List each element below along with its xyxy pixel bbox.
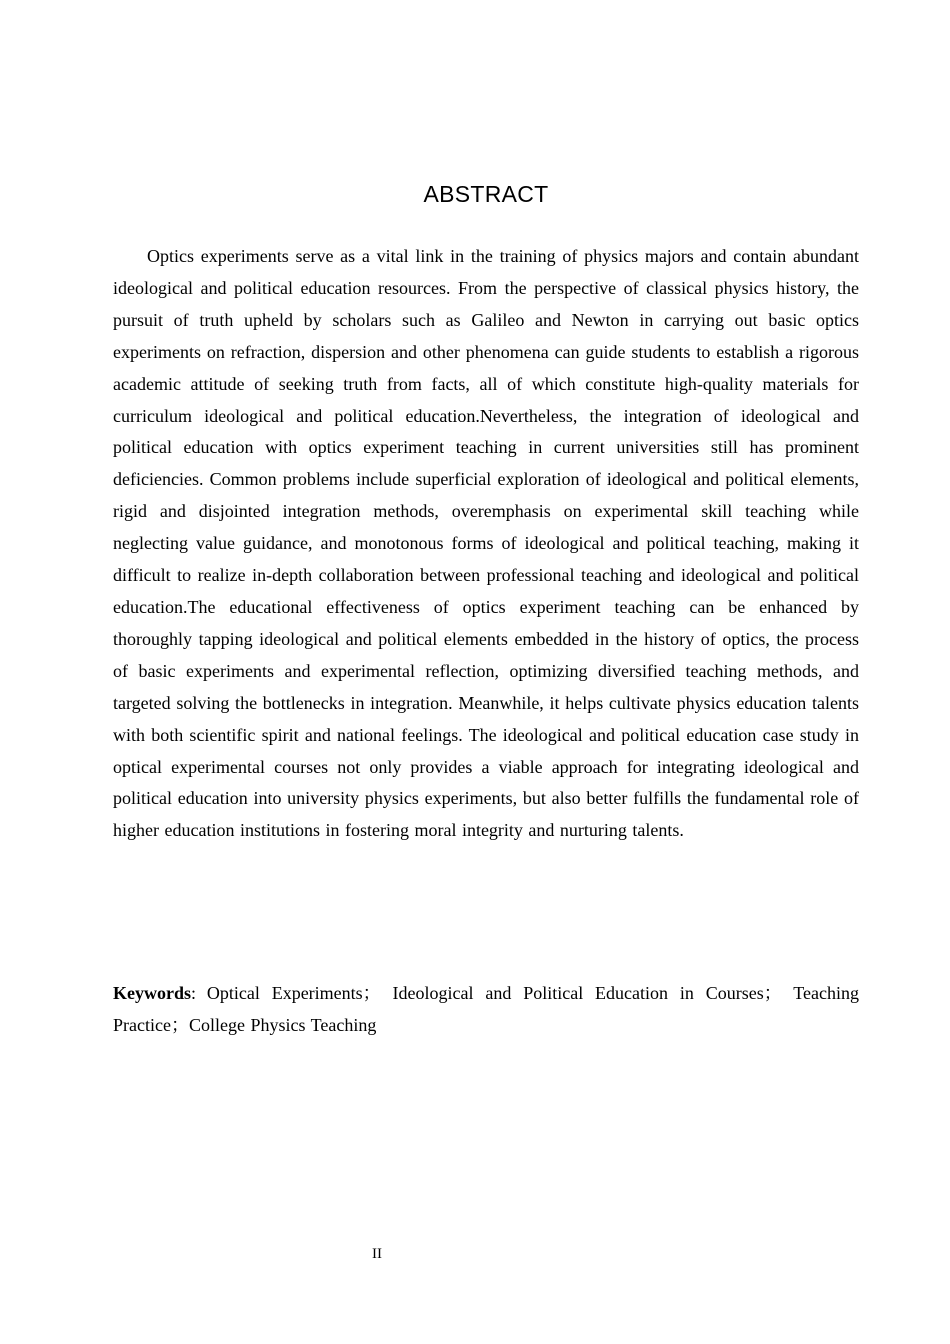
- page-number: II: [372, 1246, 382, 1262]
- abstract-title: ABSTRACT: [423, 181, 549, 207]
- abstract-body: Optics experiments serve as a vital link in the training of physics majors and contain abundant ideological and political education resources. From the perspective of classical physics history, the pursuit of truth upheld by scholars such as Galileo and Newton in carrying out basic optics experiments on refraction, dispersion and other phenomena can guide students to establish a rigorous academic attitude of seeking truth from facts, all of which constitute high-quality materials for curriculum ideological and political education.Nevertheless, the integration of ideological and political education with optics experiment teaching in current universities still has prominent deficiencies. Common problems include superficial exploration of ideological and political elements, rigid and disjointed integration methods, overemphasis on experimental skill teaching while neglecting value guidance, and monotonous forms of ideological and political teaching, making it difficult to realize in-depth collaboration between professional teaching and ideological and political education.The educational effectiveness of optics experiment teaching can be enhanced by thoroughly tapping ideological and political elements embedded in the history of optics, the process of basic experiments and experimental reflection, optimizing diversified teaching methods, and targeted solving the bottlenecks in integration. Meanwhile, it helps cultivate physics education talents with both scientific spirit and national feelings. The ideological and political education case study in optical experimental courses not only provides a viable approach for integrating ideological and political education into university physics experiments, but also better fulfills the fundamental role of higher education institutions in fostering moral integrity and nurturing talents.: [113, 246, 859, 841]
- keywords-paragraph: [113, 977, 859, 1041]
- keywords-list: Optical Experiments； Ideological and Political Education in Courses； Teaching Practice；College Physics Teaching: [113, 983, 859, 1035]
- keywords-label: Keywords: [113, 983, 191, 1003]
- keywords-separator: :: [191, 983, 207, 1003]
